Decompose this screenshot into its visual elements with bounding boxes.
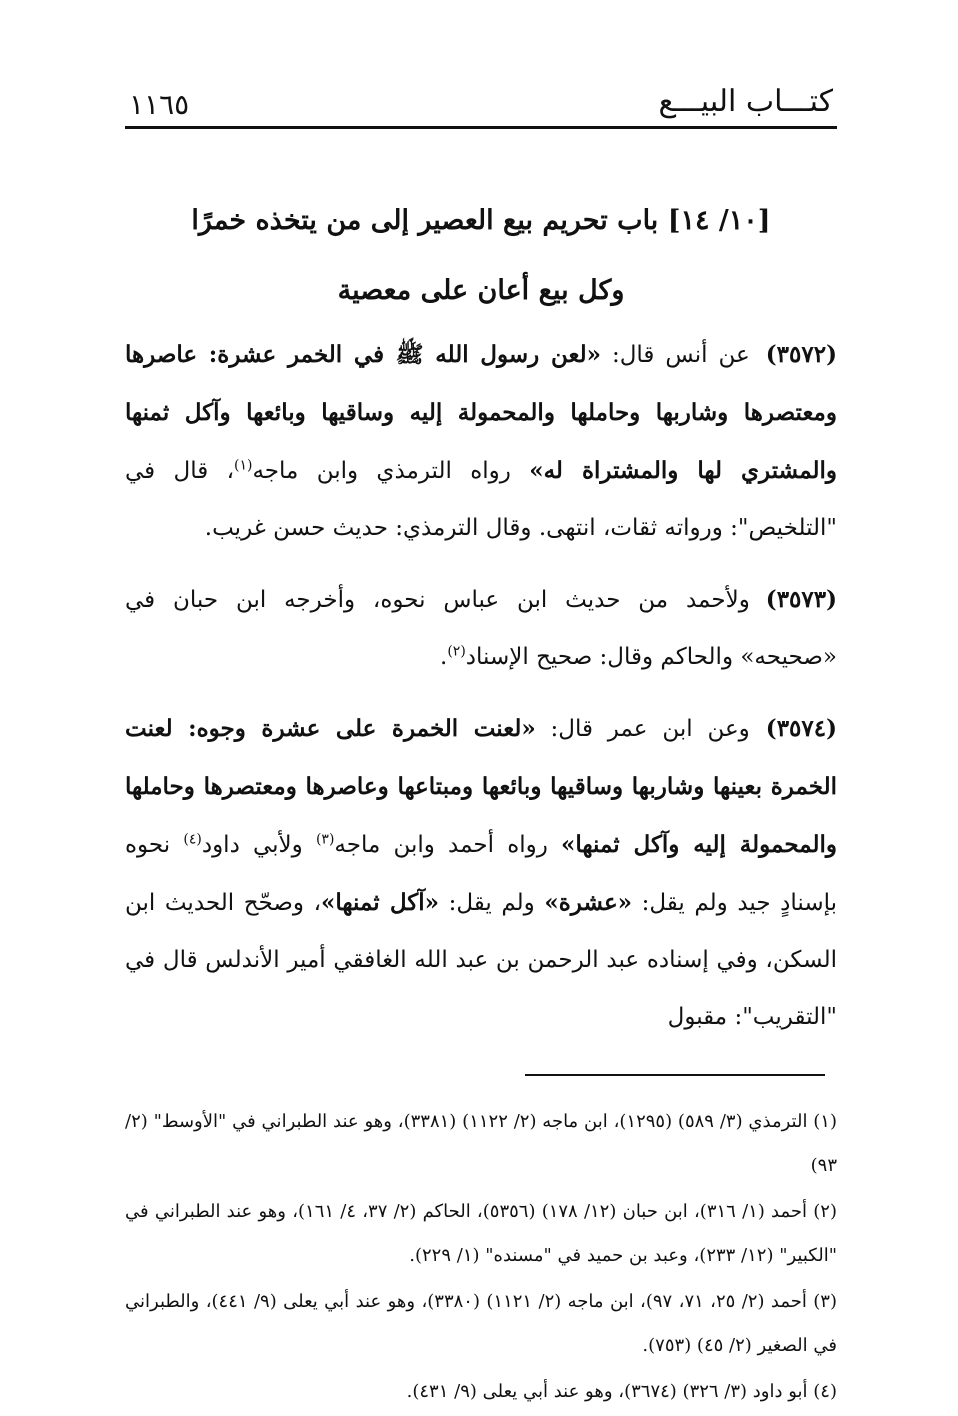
chapter-title-line-1: [١٠/ ١٤] باب تحريم بيع العصير إلى من يتخذه خمرًا — [191, 205, 771, 236]
running-header — [125, 80, 837, 124]
footnote-4: (٤) أبو داود (٣/ ٣٢٦) (٣٦٧٤)، وهو عند أبي يعلى (٩/ ٤٣١). — [406, 1381, 837, 1402]
hadith-text: ولم يقل: — [439, 890, 545, 916]
hadith-quote: «آكل ثمنها» — [321, 889, 440, 916]
hadith-intro: عن أنس قال: — [600, 342, 750, 368]
hadith-intro: وعن ابن عمر قال: — [535, 716, 750, 742]
chapter-heading — [125, 186, 837, 326]
hadith-3573 — [125, 571, 837, 686]
footnote-ref[interactable]: (٤) — [183, 831, 202, 848]
chapter-title-line-2: وكل بيع أعان على معصية — [337, 275, 625, 306]
hadith-number: (٣٥٧٤) — [765, 715, 837, 742]
footnote-ref[interactable]: (٢) — [447, 643, 466, 660]
header-rule — [125, 126, 837, 129]
hadith-number: (٣٥٧٢) — [765, 341, 837, 368]
hadith-quote: «عشرة» — [544, 889, 633, 916]
hadith-3572 — [125, 326, 837, 557]
book-title: كتـــاب البيـــع — [658, 84, 833, 119]
footnote-ref[interactable]: (٣) — [315, 831, 335, 848]
page-number: ١١٦٥ — [129, 88, 190, 121]
footnote-1: (١) الترمذي (٣/ ٥٨٩) (١٢٩٥)، ابن ماجه (٢/ ١١٢٢) (٣٣٨١)، وهو عند الطبراني في "الأوسط" (٢/ ٩٣) — [125, 1111, 837, 1176]
hadith-text: رواه الترمذي وابن ماجه — [252, 458, 530, 484]
footnotes — [125, 1100, 837, 1414]
hadith-text: ولأحمد من حديث ابن عباس نحوه، وأخرجه ابن حبان في «صحيحه» والحاكم وقال: صحيح الإسناد — [125, 587, 837, 670]
hadith-number: (٣٥٧٣) — [765, 586, 837, 613]
hadith-text: ولأبي داود — [201, 832, 316, 858]
hadith-text: ، وصحّح الحديث ابن السكن، وفي إسناده عبد الرحمن بن عبد الله الغافقي أمير الأندلس قال في "التقريب": مقبول — [125, 890, 837, 1030]
hadith-quote: «لعنت الخمرة على عشرة وجوه: لعنت الخمرة بعينها وشاربها وساقيها وبائعها ومبتاعها وعاصرها ومعتصرها وحاملها والمحمولة إليه وآكل ثمنها» — [125, 715, 837, 858]
hadith-3574 — [125, 700, 837, 1046]
hadith-text: نحوه بإسنادٍ جيد ولم يقل: — [125, 832, 838, 916]
page — [125, 80, 837, 1416]
footnote-3: (٣) أحمد (٢/ ٢٥، ٧١، ٩٧)، ابن ماجه (٢/ ١١٢١) (٣٣٨٠)، وهو عند أبي يعلى (٩/ ٤٤١)، والطبراني في الصغير (٢/ ٤٥) (٧٥٣). — [125, 1291, 837, 1356]
footnote-2: (٢) أحمد (١/ ٣١٦)، ابن حبان (١٢/ ١٧٨) (٥٣٥٦)، الحاكم (٢/ ٣٧، ٤/ ١٦١)، وهو عند الطبراني في "الكبير" (١٢/ ٢٣٣)، وعبد بن حميد في "مسنده" (١/ ٢٢٩). — [125, 1201, 837, 1266]
hadith-text: . — [440, 644, 448, 670]
hadith-text: ، قال في "التلخيص": ورواته ثقات، انتهى. وقال الترمذي: حديث حسن غريب. — [125, 458, 837, 541]
hadith-text: رواه أحمد وابن ماجه — [334, 832, 562, 858]
hadith-quote: «لعن رسول الله ﷺ في الخمر عشرة: عاصرها ومعتصرها وشاربها وحاملها والمحمولة إليه وساقيها وبائعها وآكل ثمنها والمشتري لها والمشتراة له» — [125, 341, 837, 484]
footnote-ref[interactable]: (١) — [234, 457, 253, 474]
footnote-rule — [525, 1074, 825, 1076]
